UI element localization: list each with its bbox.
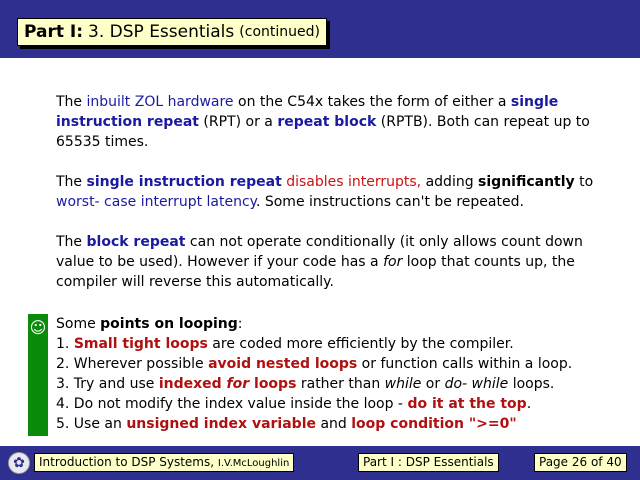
footer-page-number: Page 26 of 40 xyxy=(534,453,627,472)
title-sub: (continued) xyxy=(239,24,320,40)
slide-title xyxy=(17,18,327,46)
footer-part: Part I : DSP Essentials xyxy=(358,453,499,472)
term-disables-interrupts: disables interrupts, xyxy=(286,174,422,190)
university-logo-icon: ✿ xyxy=(8,452,30,474)
list-item: 4. Do not modify the index value inside the loop - do it at the top. xyxy=(56,396,532,412)
smiley-icon: ☺ xyxy=(29,318,47,337)
term-repeat-block: repeat block xyxy=(277,114,377,130)
paragraph-block-repeat: The block repeat can not operate conditionally (it only allows count down value to be used). However if your code has a for loop that counts up, the compiler will reverse this automatically. xyxy=(56,234,583,290)
title-main: 3. DSP Essentials xyxy=(88,22,235,42)
list-item: 5. Use an unsigned index variable and loop condition ">=0" xyxy=(56,416,517,432)
term-single-instruction-repeat: single instruction repeat xyxy=(56,94,559,130)
list-item: 1. Small tight loops are coded more efficiently by the compiler. xyxy=(56,336,514,352)
term-zol-hardware: inbuilt ZOL hardware xyxy=(86,94,234,110)
term-block-repeat: block repeat xyxy=(86,234,186,250)
footer-course: Introduction to DSP Systems, I.V.McLoughlin xyxy=(34,453,294,472)
paragraph-interrupts: The single instruction repeat disables interrupts, adding significantly to worst- case interrupt latency. Some instructions can't be repeated. xyxy=(56,174,594,210)
looping-points-list xyxy=(56,314,626,434)
title-part: Part I: xyxy=(24,22,84,42)
list-intro: Some points on looping: xyxy=(56,316,243,332)
term-worst-case-latency: worst- case interrupt latency xyxy=(56,194,256,210)
list-item: 3. Try and use indexed for loops rather than while or do- while loops. xyxy=(56,376,555,392)
list-item: 2. Wherever possible avoid nested loops or function calls within a loop. xyxy=(56,356,573,372)
paragraph-zol: The inbuilt ZOL hardware on the C54x takes the form of either a single instruction repeat (RPT) or a repeat block (RPTB). Both can repeat up to 65535 times. xyxy=(56,94,590,150)
slide-body xyxy=(56,92,616,312)
